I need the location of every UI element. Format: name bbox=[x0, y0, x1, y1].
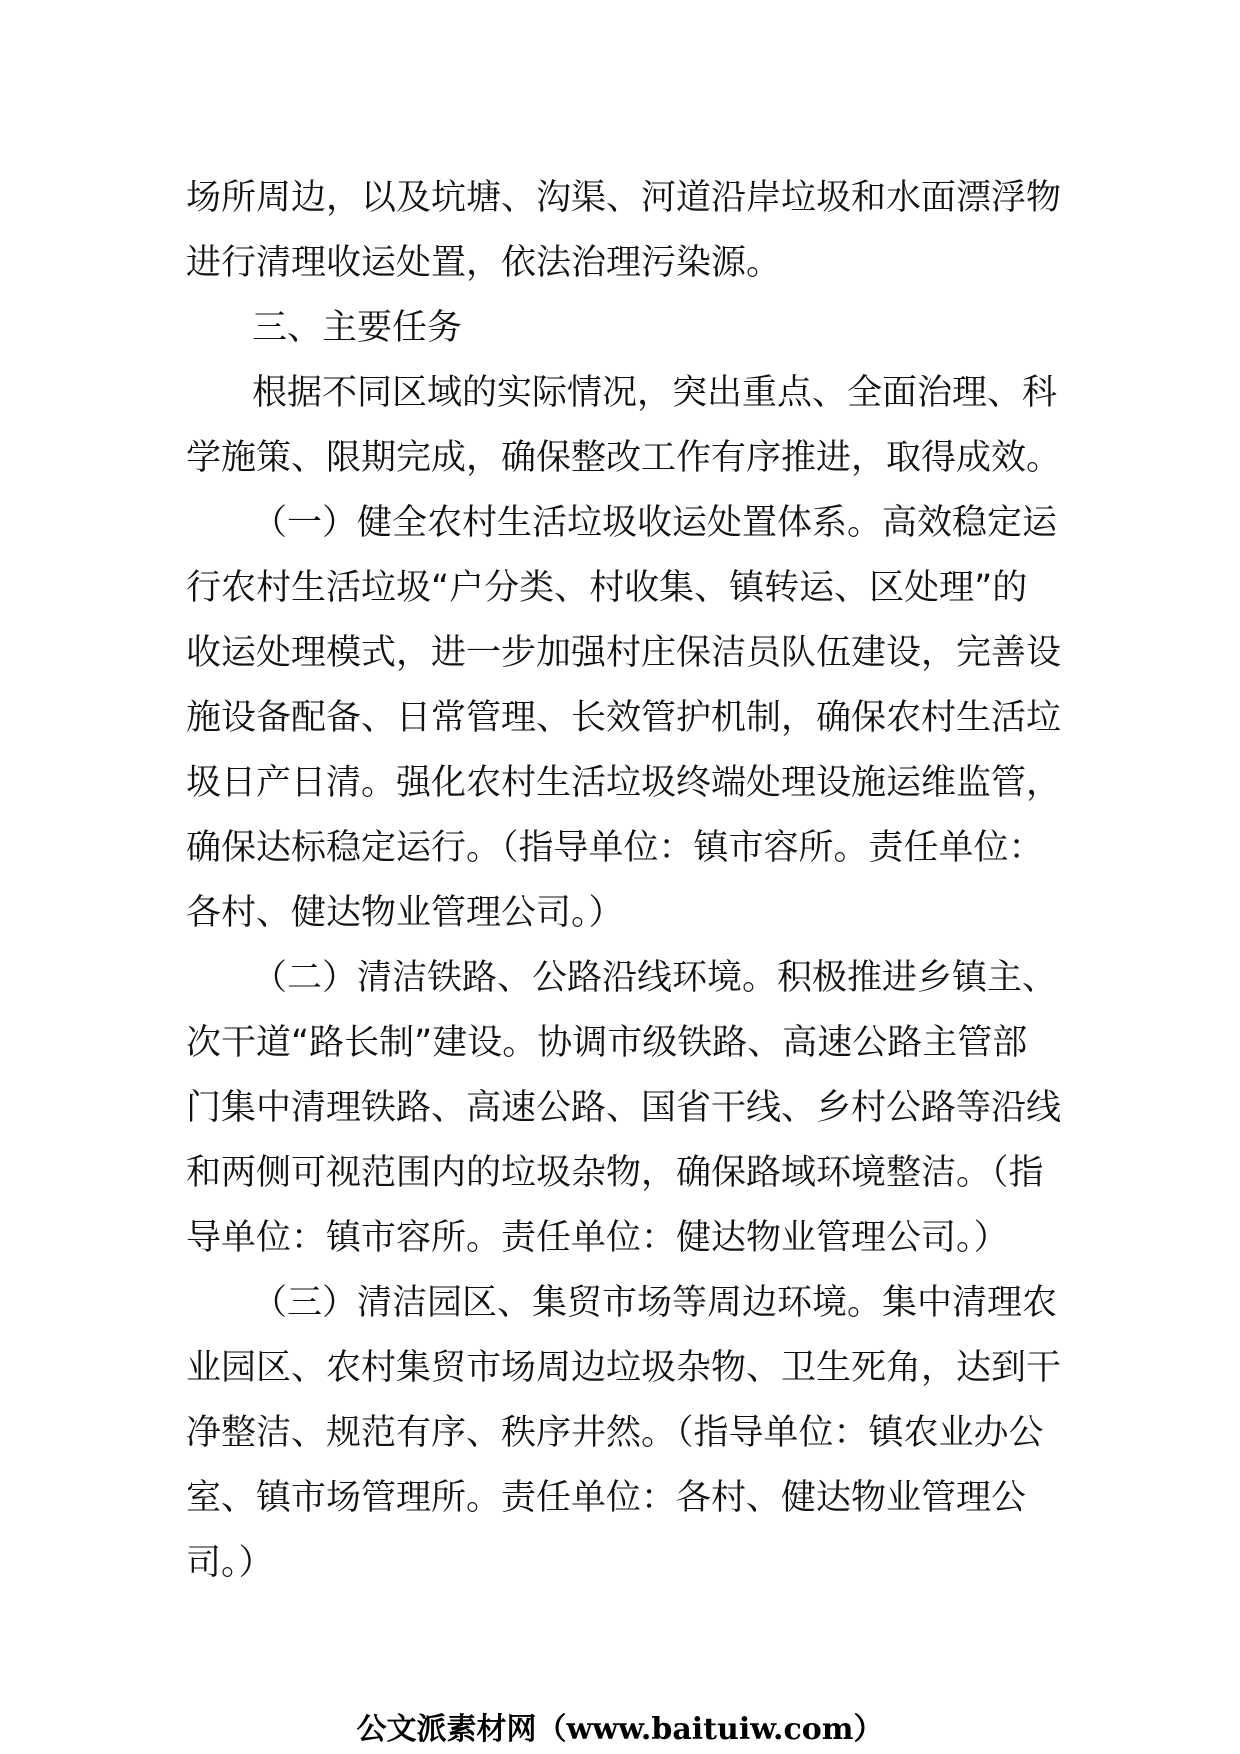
text-line: 学施策、限期完成，确保整改工作有序推进，取得成效。 bbox=[186, 438, 1062, 478]
text-line: 和两侧可视范围内的垃圾杂物，确保路域环境整洁。（指 bbox=[186, 1153, 1044, 1193]
text-line: 根据不同区域的实际情况，突出重点、全面治理、科 bbox=[252, 373, 1058, 413]
footer-watermark: 公文派素材网（www.baituiw.com） bbox=[356, 1712, 884, 1747]
text-line: 净整洁、规范有序、秩序井然。（指导单位：镇农业办公 bbox=[186, 1413, 1044, 1453]
text-line: 司。） bbox=[186, 1543, 274, 1583]
text-line: 确保达标稳定运行。（指导单位：镇市容所。责任单位： bbox=[186, 828, 1044, 868]
text-line: 场所周边，以及坑塘、沟渠、河道沿岸垃圾和水面漂浮物 bbox=[186, 178, 1062, 218]
text-line: 导单位：镇市容所。责任单位：健达物业管理公司。） bbox=[186, 1218, 1009, 1258]
document-body bbox=[186, 166, 1062, 1596]
text-line: 各村、健达物业管理公司。） bbox=[186, 893, 624, 933]
text-line: 门集中清理铁路、高速公路、国省干线、乡村公路等沿线 bbox=[186, 1088, 1062, 1128]
text-line: 室、镇市场管理所。责任单位：各村、健达物业管理公 bbox=[186, 1478, 1027, 1518]
text-line: 次干道“路长制”建设。协调市级铁路、高速公路主管部 bbox=[186, 1023, 1028, 1063]
text-line: 行农村生活垃圾“户分类、村收集、镇转运、区处理”的 bbox=[186, 568, 1028, 608]
text-line: 收运处理模式，进一步加强村庄保洁员队伍建设，完善设 bbox=[186, 633, 1062, 673]
subsection-line: （二）清洁铁路、公路沿线环境。积极推进乡镇主、 bbox=[252, 958, 1058, 998]
subsection-line: （一）健全农村生活垃圾收运处置体系。高效稳定运 bbox=[252, 503, 1058, 543]
text-line: 圾日产日清。强化农村生活垃圾终端处理设施运维监管， bbox=[186, 763, 1062, 803]
text-line: 进行清理收运处置，依法治理污染源。 bbox=[186, 243, 782, 283]
section-heading: 三、主要任务 bbox=[252, 308, 463, 348]
subsection-line: （三）清洁园区、集贸市场等周边环境。集中清理农 bbox=[252, 1283, 1058, 1323]
text-line: 业园区、农村集贸市场周边垃圾杂物、卫生死角，达到干 bbox=[186, 1348, 1062, 1388]
text-line: 施设备配备、日常管理、长效管护机制，确保农村生活垃 bbox=[186, 698, 1062, 738]
